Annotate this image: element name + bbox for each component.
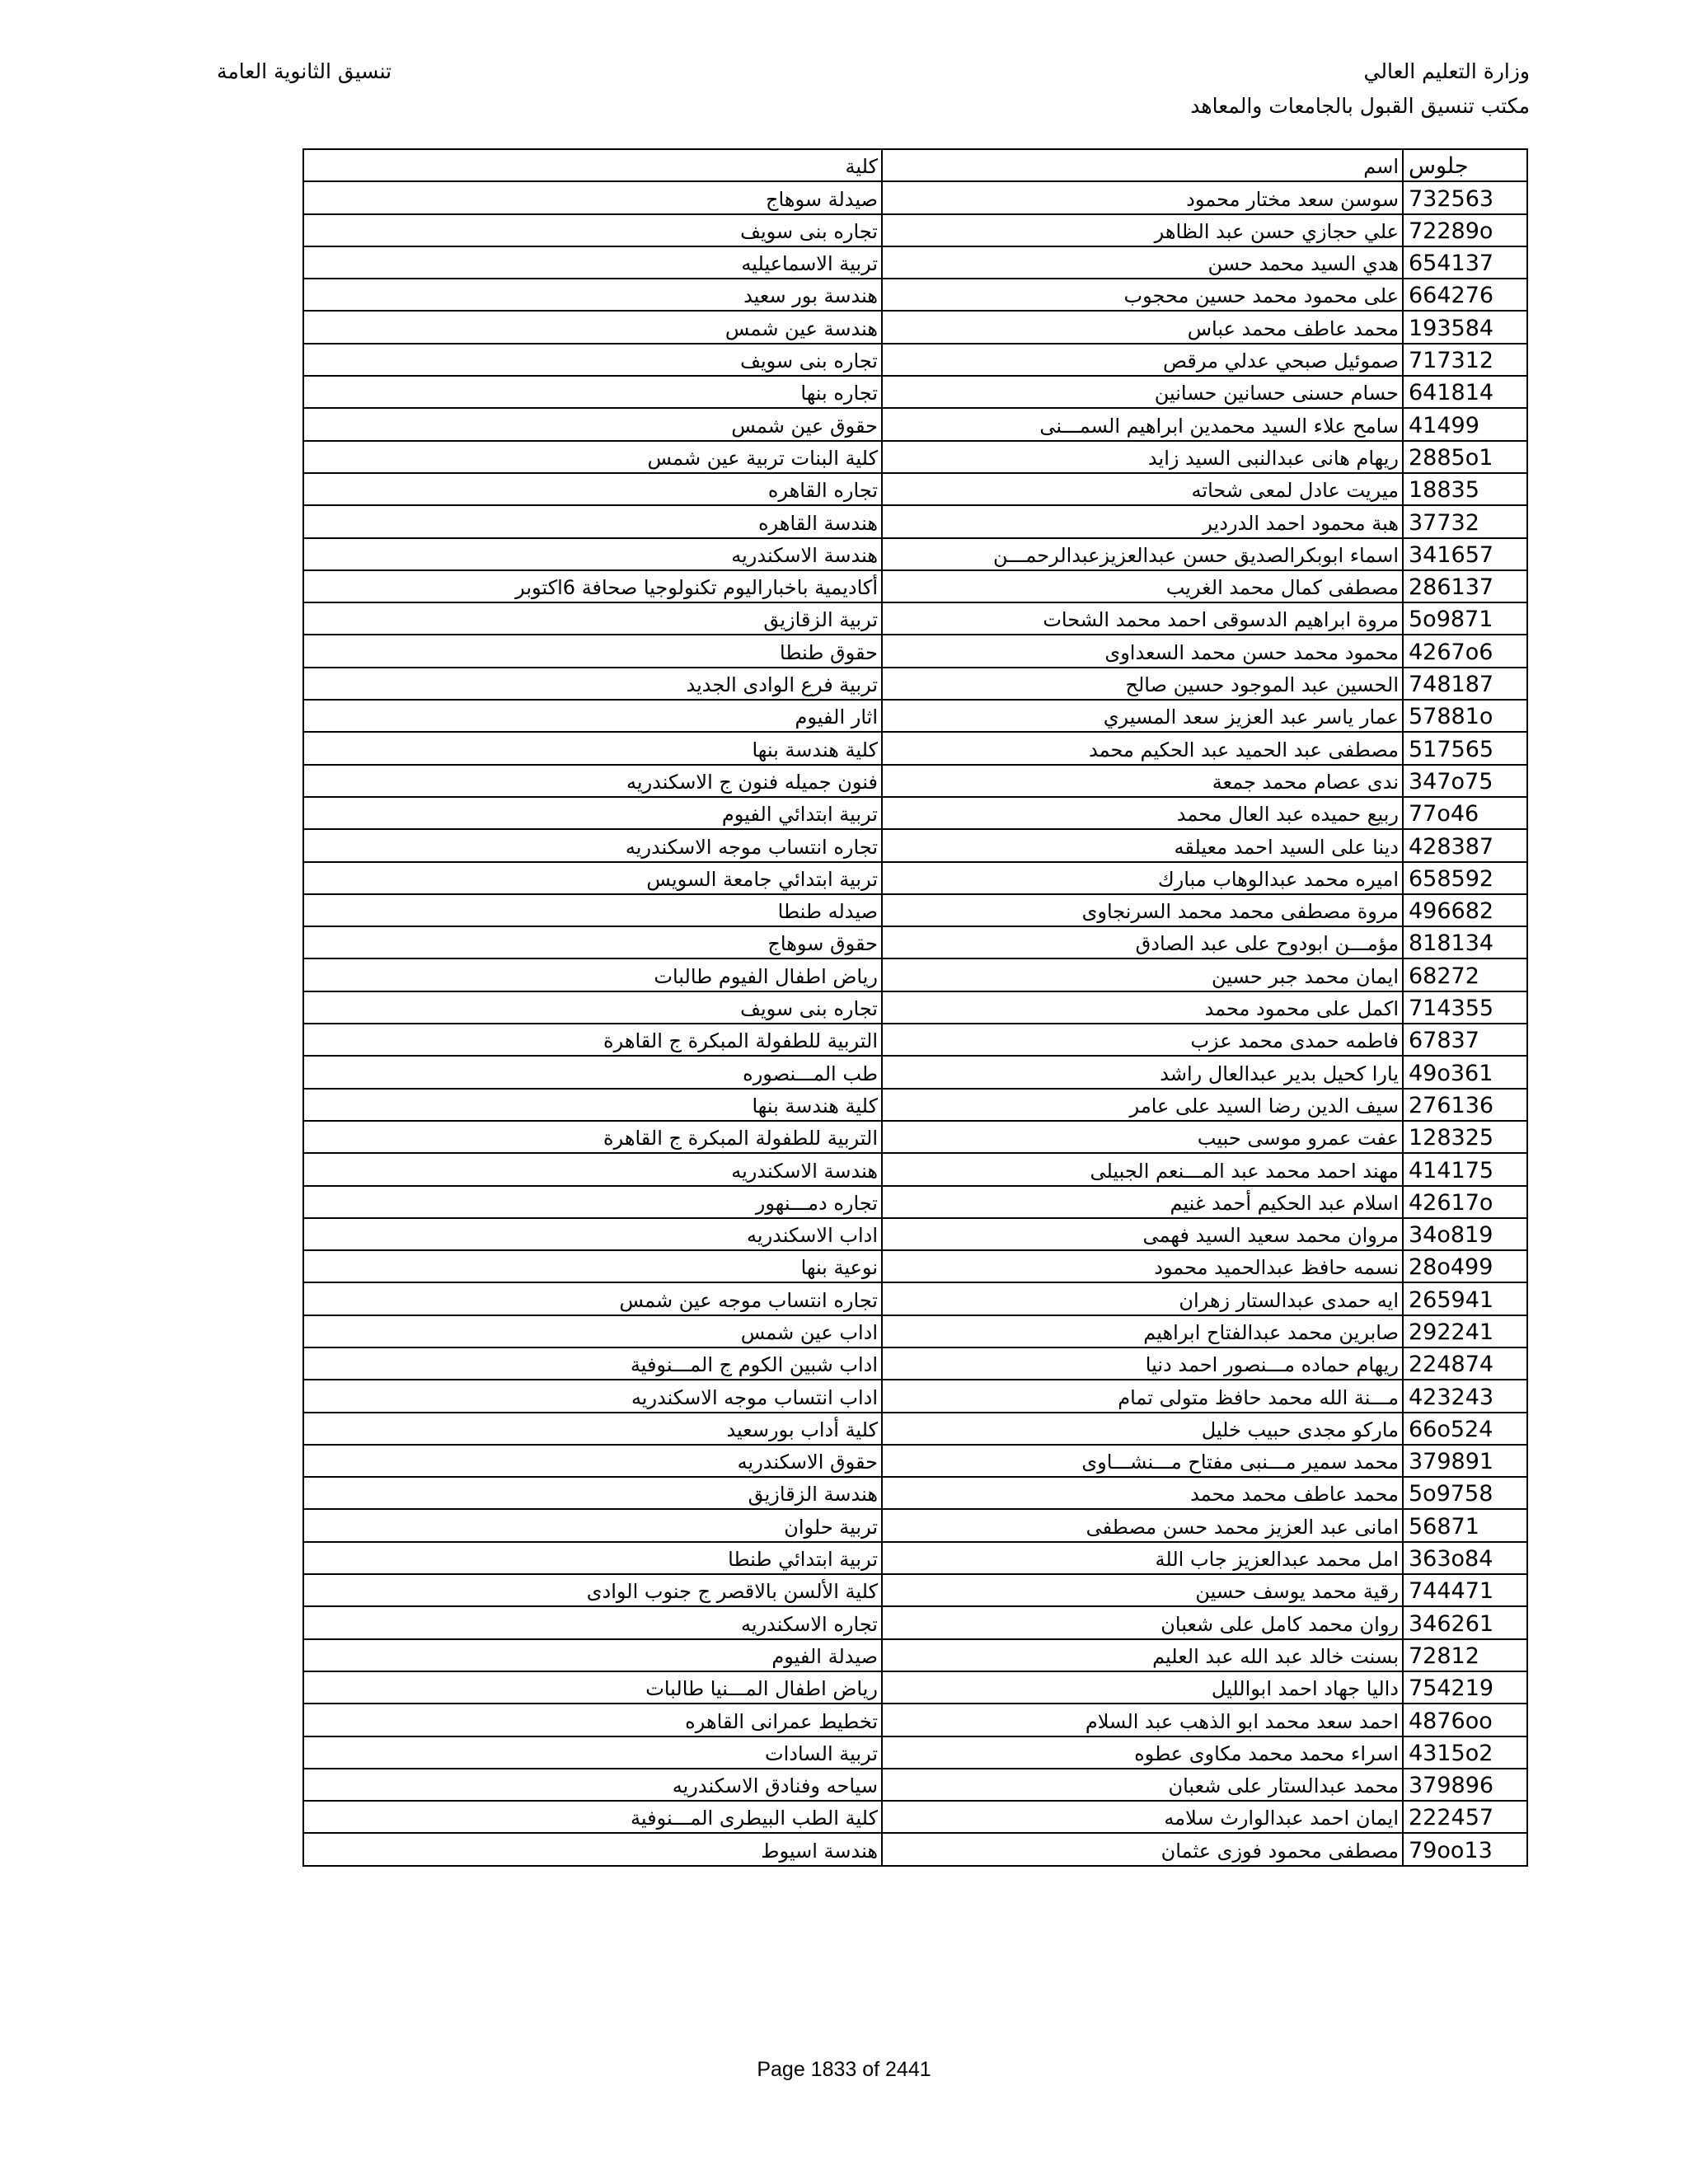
table-row <box>303 635 1527 667</box>
college-cell: هندسة الاسكندريه <box>303 1153 882 1185</box>
college-cell: اثار الفيوم <box>303 700 882 732</box>
student-name-cell: نسمه حافظ عبدالحميد محمود <box>882 1250 1403 1282</box>
table-row <box>303 894 1527 926</box>
table-row <box>303 473 1527 505</box>
header-college: كلية <box>303 149 882 181</box>
seat-number-cell: 67837 <box>1403 1024 1527 1056</box>
college-cell: حقوق طنطا <box>303 635 882 667</box>
seat-number-cell: 28o499 <box>1403 1250 1527 1282</box>
college-cell: تربية فرع الوادى الجديد <box>303 668 882 700</box>
table-row <box>303 311 1527 343</box>
table-row <box>303 408 1527 440</box>
college-cell: فنون جميله فنون ج الاسكندريه <box>303 765 882 797</box>
student-name-cell: حسام حسنى حسانين حسانين <box>882 376 1403 408</box>
seat-number-cell: 66o524 <box>1403 1413 1527 1445</box>
student-name-cell: ربيع حميده عبد العال محمد <box>882 797 1403 829</box>
seat-number-cell: 276136 <box>1403 1089 1527 1121</box>
table-row <box>303 214 1527 246</box>
student-name-cell: يارا كحيل بدير عبدالعال راشد <box>882 1056 1403 1088</box>
student-name-cell: ريهام حماده مـــنصور احمد دنيا <box>882 1347 1403 1380</box>
seat-number-cell: 5o9871 <box>1403 602 1527 635</box>
student-name-cell: ريهام هانى عبدالنبى السيد زايد <box>882 441 1403 473</box>
student-name-cell: عفت عمرو موسى حبيب <box>882 1121 1403 1153</box>
college-cell: طب المـــنصوره <box>303 1056 882 1088</box>
college-cell: كلية هندسة بنها <box>303 732 882 764</box>
student-name-cell: محمد عاطف محمد عباس <box>882 311 1403 343</box>
college-cell: تربية السادات <box>303 1736 882 1769</box>
college-cell: رياض اطفال الفيوم طالبات <box>303 958 882 991</box>
student-name-cell: هدي السيد محمد حسن <box>882 246 1403 279</box>
college-cell: حقوق عين شمس <box>303 408 882 440</box>
table-row <box>303 1639 1527 1671</box>
seat-number-cell: 292241 <box>1403 1315 1527 1347</box>
college-cell: تربية الاسماعيليه <box>303 246 882 279</box>
student-name-cell: مصطفى محمود فوزى عثمان <box>882 1833 1403 1865</box>
student-name-cell: مروة ابراهيم الدسوقى احمد محمد الشحات <box>882 602 1403 635</box>
table-row <box>303 862 1527 894</box>
seat-number-cell: 748187 <box>1403 668 1527 700</box>
seat-number-cell: 658592 <box>1403 862 1527 894</box>
college-cell: كلية الطب البيطرى المـــنوفية <box>303 1801 882 1833</box>
table-row <box>303 538 1527 570</box>
college-cell: اداب شبين الكوم ج المـــنوفية <box>303 1347 882 1380</box>
table-row <box>303 1574 1527 1606</box>
seat-number-cell: 57881o <box>1403 700 1527 732</box>
seat-number-cell: 72812 <box>1403 1639 1527 1671</box>
student-name-cell: ندى عصام محمد جمعة <box>882 765 1403 797</box>
college-cell: اداب عين شمس <box>303 1315 882 1347</box>
seat-number-cell: 4315o2 <box>1403 1736 1527 1769</box>
student-name-cell: مصطفى كمال محمد الغريب <box>882 570 1403 602</box>
college-cell: التربية للطفولة المبكرة ج القاهرة <box>303 1121 882 1153</box>
table-row <box>303 668 1527 700</box>
table-row <box>303 1542 1527 1574</box>
student-name-cell: احمد سعد محمد ابو الذهب عبد السلام <box>882 1704 1403 1736</box>
table-row <box>303 829 1527 861</box>
seat-number-cell: 193584 <box>1403 311 1527 343</box>
student-name-cell: عمار ياسر عبد العزيز سعد المسيري <box>882 700 1403 732</box>
college-cell: تربية ابتدائي طنطا <box>303 1542 882 1574</box>
student-name-cell: صابرين محمد عبدالفتاح ابراهيم <box>882 1315 1403 1347</box>
college-cell: صيدلة سوهاج <box>303 181 882 213</box>
table-row <box>303 181 1527 213</box>
table-row <box>303 1282 1527 1315</box>
seat-number-cell: 224874 <box>1403 1347 1527 1380</box>
student-name-cell: محمود محمد حسن محمد السعداوى <box>882 635 1403 667</box>
college-cell: حقوق الاسكندريه <box>303 1445 882 1477</box>
student-name-cell: على محمود محمد حسين محجوب <box>882 279 1403 311</box>
section-title: تنسيق الثانوية العامة <box>217 59 392 83</box>
student-name-cell: مصطفى عبد الحميد عبد الحكيم محمد <box>882 732 1403 764</box>
seat-number-cell: 641814 <box>1403 376 1527 408</box>
seat-number-cell: 714355 <box>1403 991 1527 1024</box>
table-row <box>303 1833 1527 1865</box>
college-cell: كلية هندسة بنها <box>303 1089 882 1121</box>
table-row <box>303 1736 1527 1769</box>
table-row <box>303 1315 1527 1347</box>
student-name-cell: محمد عاطف محمد محمد <box>882 1477 1403 1509</box>
college-cell: هندسة الاسكندريه <box>303 538 882 570</box>
table-row <box>303 1121 1527 1153</box>
table-row <box>303 1671 1527 1704</box>
college-cell: هندسة اسيوط <box>303 1833 882 1865</box>
student-name-cell: صموئيل صبحي عدلي مرقص <box>882 344 1403 376</box>
seat-number-cell: 4267o6 <box>1403 635 1527 667</box>
student-name-cell: محمد عبدالستار على شعبان <box>882 1769 1403 1801</box>
student-name-cell: اسلام عبد الحكيم أحمد غنيم <box>882 1186 1403 1218</box>
college-cell: هندسة عين شمس <box>303 311 882 343</box>
college-cell: كلية البنات تربية عين شمس <box>303 441 882 473</box>
table-row <box>303 1024 1527 1056</box>
college-cell: تجاره بنها <box>303 376 882 408</box>
seat-number-cell: 34o819 <box>1403 1218 1527 1250</box>
table-row <box>303 441 1527 473</box>
student-name-cell: هبة محمود احمد الدردير <box>882 505 1403 537</box>
student-name-cell: سيف الدين رضا السيد على عامر <box>882 1089 1403 1121</box>
table-row <box>303 732 1527 764</box>
college-cell: تجاره دمـــنهور <box>303 1186 882 1218</box>
seat-number-cell: 4876oo <box>1403 1704 1527 1736</box>
college-cell: تجاره القاهره <box>303 473 882 505</box>
table-row <box>303 602 1527 635</box>
seat-number-cell: 79oo13 <box>1403 1833 1527 1865</box>
seat-number-cell: 654137 <box>1403 246 1527 279</box>
table-row <box>303 1153 1527 1185</box>
college-cell: تجاره بنى سويف <box>303 991 882 1024</box>
table-row <box>303 765 1527 797</box>
student-name-cell: مروة مصطفى محمد محمد السرنجاوى <box>882 894 1403 926</box>
student-name-cell: داليا جهاد احمد ابوالليل <box>882 1671 1403 1704</box>
table-row <box>303 1509 1527 1541</box>
table-row <box>303 926 1527 958</box>
student-name-cell: دينا على السيد احمد معيلقه <box>882 829 1403 861</box>
table-row <box>303 1380 1527 1412</box>
college-cell: حقوق سوهاج <box>303 926 882 958</box>
seat-number-cell: 341657 <box>1403 538 1527 570</box>
college-cell: سياحه وفنادق الاسكندريه <box>303 1769 882 1801</box>
college-cell: تربية حلوان <box>303 1509 882 1541</box>
seat-number-cell: 414175 <box>1403 1153 1527 1185</box>
seat-number-cell: 2885o1 <box>1403 441 1527 473</box>
table-row <box>303 700 1527 732</box>
ministry-title: وزارة التعليم العالي <box>1363 59 1530 83</box>
college-cell: هندسة القاهره <box>303 505 882 537</box>
seat-number-cell: 222457 <box>1403 1801 1527 1833</box>
college-cell: صيدله طنطا <box>303 894 882 926</box>
student-name-cell: مروان محمد سعيد السيد فهمى <box>882 1218 1403 1250</box>
table-row <box>303 1089 1527 1121</box>
college-cell: هندسة الزقازيق <box>303 1477 882 1509</box>
table-row <box>303 1186 1527 1218</box>
student-name-cell: ايمان احمد عبدالوارث سلامه <box>882 1801 1403 1833</box>
seat-number-cell: 423243 <box>1403 1380 1527 1412</box>
seat-number-cell: 363o84 <box>1403 1542 1527 1574</box>
table-row <box>303 246 1527 279</box>
table-row <box>303 1056 1527 1088</box>
table-row <box>303 1218 1527 1250</box>
college-cell: تخطيط عمرانى القاهره <box>303 1704 882 1736</box>
seat-number-cell: 818134 <box>1403 926 1527 958</box>
college-cell: أكاديمية باخباراليوم تكنولوجيا صحافة 6اكتوبر <box>303 570 882 602</box>
student-name-cell: امل محمد عبدالعزيز جاب اللة <box>882 1542 1403 1574</box>
seat-number-cell: 744471 <box>1403 1574 1527 1606</box>
table-row <box>303 1250 1527 1282</box>
table-row <box>303 1704 1527 1736</box>
table-row <box>303 344 1527 376</box>
seat-number-cell: 56871 <box>1403 1509 1527 1541</box>
table-row <box>303 1606 1527 1638</box>
college-cell: اداب انتساب موجه الاسكندريه <box>303 1380 882 1412</box>
admissions-table <box>302 148 1528 1867</box>
seat-number-cell: 428387 <box>1403 829 1527 861</box>
table-row <box>303 279 1527 311</box>
student-name-cell: سامح علاء السيد محمدين ابراهيم السمـــنى <box>882 408 1403 440</box>
seat-number-cell: 42617o <box>1403 1186 1527 1218</box>
college-cell: التربية للطفولة المبكرة ج القاهرة <box>303 1024 882 1056</box>
student-name-cell: ميريت عادل لمعى شحاته <box>882 473 1403 505</box>
seat-number-cell: 72289o <box>1403 214 1527 246</box>
seat-number-cell: 37732 <box>1403 505 1527 537</box>
seat-number-cell: 347o75 <box>1403 765 1527 797</box>
seat-number-cell: 68272 <box>1403 958 1527 991</box>
college-cell: نوعية بنها <box>303 1250 882 1282</box>
table-row <box>303 797 1527 829</box>
college-cell: تربية ابتدائي جامعة السويس <box>303 862 882 894</box>
college-cell: تجاره الاسكندريه <box>303 1606 882 1638</box>
college-cell: تجاره انتساب موجه عين شمس <box>303 1282 882 1315</box>
seat-number-cell: 664276 <box>1403 279 1527 311</box>
header-seat: جلوس <box>1403 149 1527 181</box>
seat-number-cell: 18835 <box>1403 473 1527 505</box>
seat-number-cell: 265941 <box>1403 1282 1527 1315</box>
seat-number-cell: 41499 <box>1403 408 1527 440</box>
college-cell: تجاره بنى سويف <box>303 214 882 246</box>
college-cell: كلية أداب بورسعيد <box>303 1413 882 1445</box>
student-name-cell: اسراء محمد محمد مكاوى عطوه <box>882 1736 1403 1769</box>
seat-number-cell: 128325 <box>1403 1121 1527 1153</box>
college-cell: تربية الزقازيق <box>303 602 882 635</box>
seat-number-cell: 517565 <box>1403 732 1527 764</box>
student-name-cell: بسنت خالد عبد الله عبد العليم <box>882 1639 1403 1671</box>
college-cell: تجاره بنى سويف <box>303 344 882 376</box>
seat-number-cell: 732563 <box>1403 181 1527 213</box>
student-name-cell: اكمل على محمود محمد <box>882 991 1403 1024</box>
student-name-cell: ايمان محمد جبر حسين <box>882 958 1403 991</box>
student-name-cell: مهند احمد محمد عبد المـــنعم الجبيلى <box>882 1153 1403 1185</box>
student-name-cell: اميره محمد عبدالوهاب مبارك <box>882 862 1403 894</box>
table-row <box>303 1347 1527 1380</box>
table-row <box>303 1769 1527 1801</box>
student-name-cell: فاطمه حمدى محمد عزب <box>882 1024 1403 1056</box>
college-cell: صيدلة الفيوم <box>303 1639 882 1671</box>
college-cell: اداب الاسكندريه <box>303 1218 882 1250</box>
table-row <box>303 570 1527 602</box>
college-cell: كلية الألسن بالاقصر ج جنوب الوادى <box>303 1574 882 1606</box>
table-row <box>303 505 1527 537</box>
seat-number-cell: 5o9758 <box>1403 1477 1527 1509</box>
seat-number-cell: 754219 <box>1403 1671 1527 1704</box>
college-cell: تربية ابتدائي الفيوم <box>303 797 882 829</box>
student-name-cell: مؤمـــن ابودوح على عبد الصادق <box>882 926 1403 958</box>
seat-number-cell: 286137 <box>1403 570 1527 602</box>
student-name-cell: ايه حمدى عبدالستار زهران <box>882 1282 1403 1315</box>
student-name-cell: روان محمد كامل على شعبان <box>882 1606 1403 1638</box>
student-name-cell: مـــنة الله محمد حافظ متولى تمام <box>882 1380 1403 1412</box>
seat-number-cell: 717312 <box>1403 344 1527 376</box>
table-row <box>303 958 1527 991</box>
college-cell: تجاره انتساب موجه الاسكندريه <box>303 829 882 861</box>
student-name-cell: الحسين عبد الموجود حسين صالح <box>882 668 1403 700</box>
student-name-cell: اسماء ابوبكرالصديق حسن عبدالعزيزعبدالرحمـــن <box>882 538 1403 570</box>
seat-number-cell: 77o46 <box>1403 797 1527 829</box>
table-row <box>303 1445 1527 1477</box>
office-title: مكتب تنسيق القبول بالجامعات والمعاهد <box>1190 94 1530 118</box>
table-row <box>303 376 1527 408</box>
table-row <box>303 1413 1527 1445</box>
college-cell: رياض اطفال المـــنيا طالبات <box>303 1671 882 1704</box>
seat-number-cell: 346261 <box>1403 1606 1527 1638</box>
student-name-cell: امانى عبد العزيز محمد حسن مصطفى <box>882 1509 1403 1541</box>
table-row <box>303 991 1527 1024</box>
table-row <box>303 1477 1527 1509</box>
seat-number-cell: 379891 <box>1403 1445 1527 1477</box>
seat-number-cell: 496682 <box>1403 894 1527 926</box>
student-name-cell: رقية محمد يوسف حسين <box>882 1574 1403 1606</box>
table-row <box>303 1801 1527 1833</box>
table-header-row <box>303 149 1527 181</box>
student-name-cell: ماركو مجدى حبيب خليل <box>882 1413 1403 1445</box>
student-name-cell: محمد سمير مـــنبى مفتاح مـــنشـــاوى <box>882 1445 1403 1477</box>
header-name: اسم <box>882 149 1403 181</box>
college-cell: هندسة بور سعيد <box>303 279 882 311</box>
seat-number-cell: 379896 <box>1403 1769 1527 1801</box>
page-number: Page 1833 of 2441 <box>757 2058 931 2081</box>
student-name-cell: سوسن سعد مختار محمود <box>882 181 1403 213</box>
seat-number-cell: 49o361 <box>1403 1056 1527 1088</box>
student-name-cell: علي حجازي حسن عبد الظاهر <box>882 214 1403 246</box>
